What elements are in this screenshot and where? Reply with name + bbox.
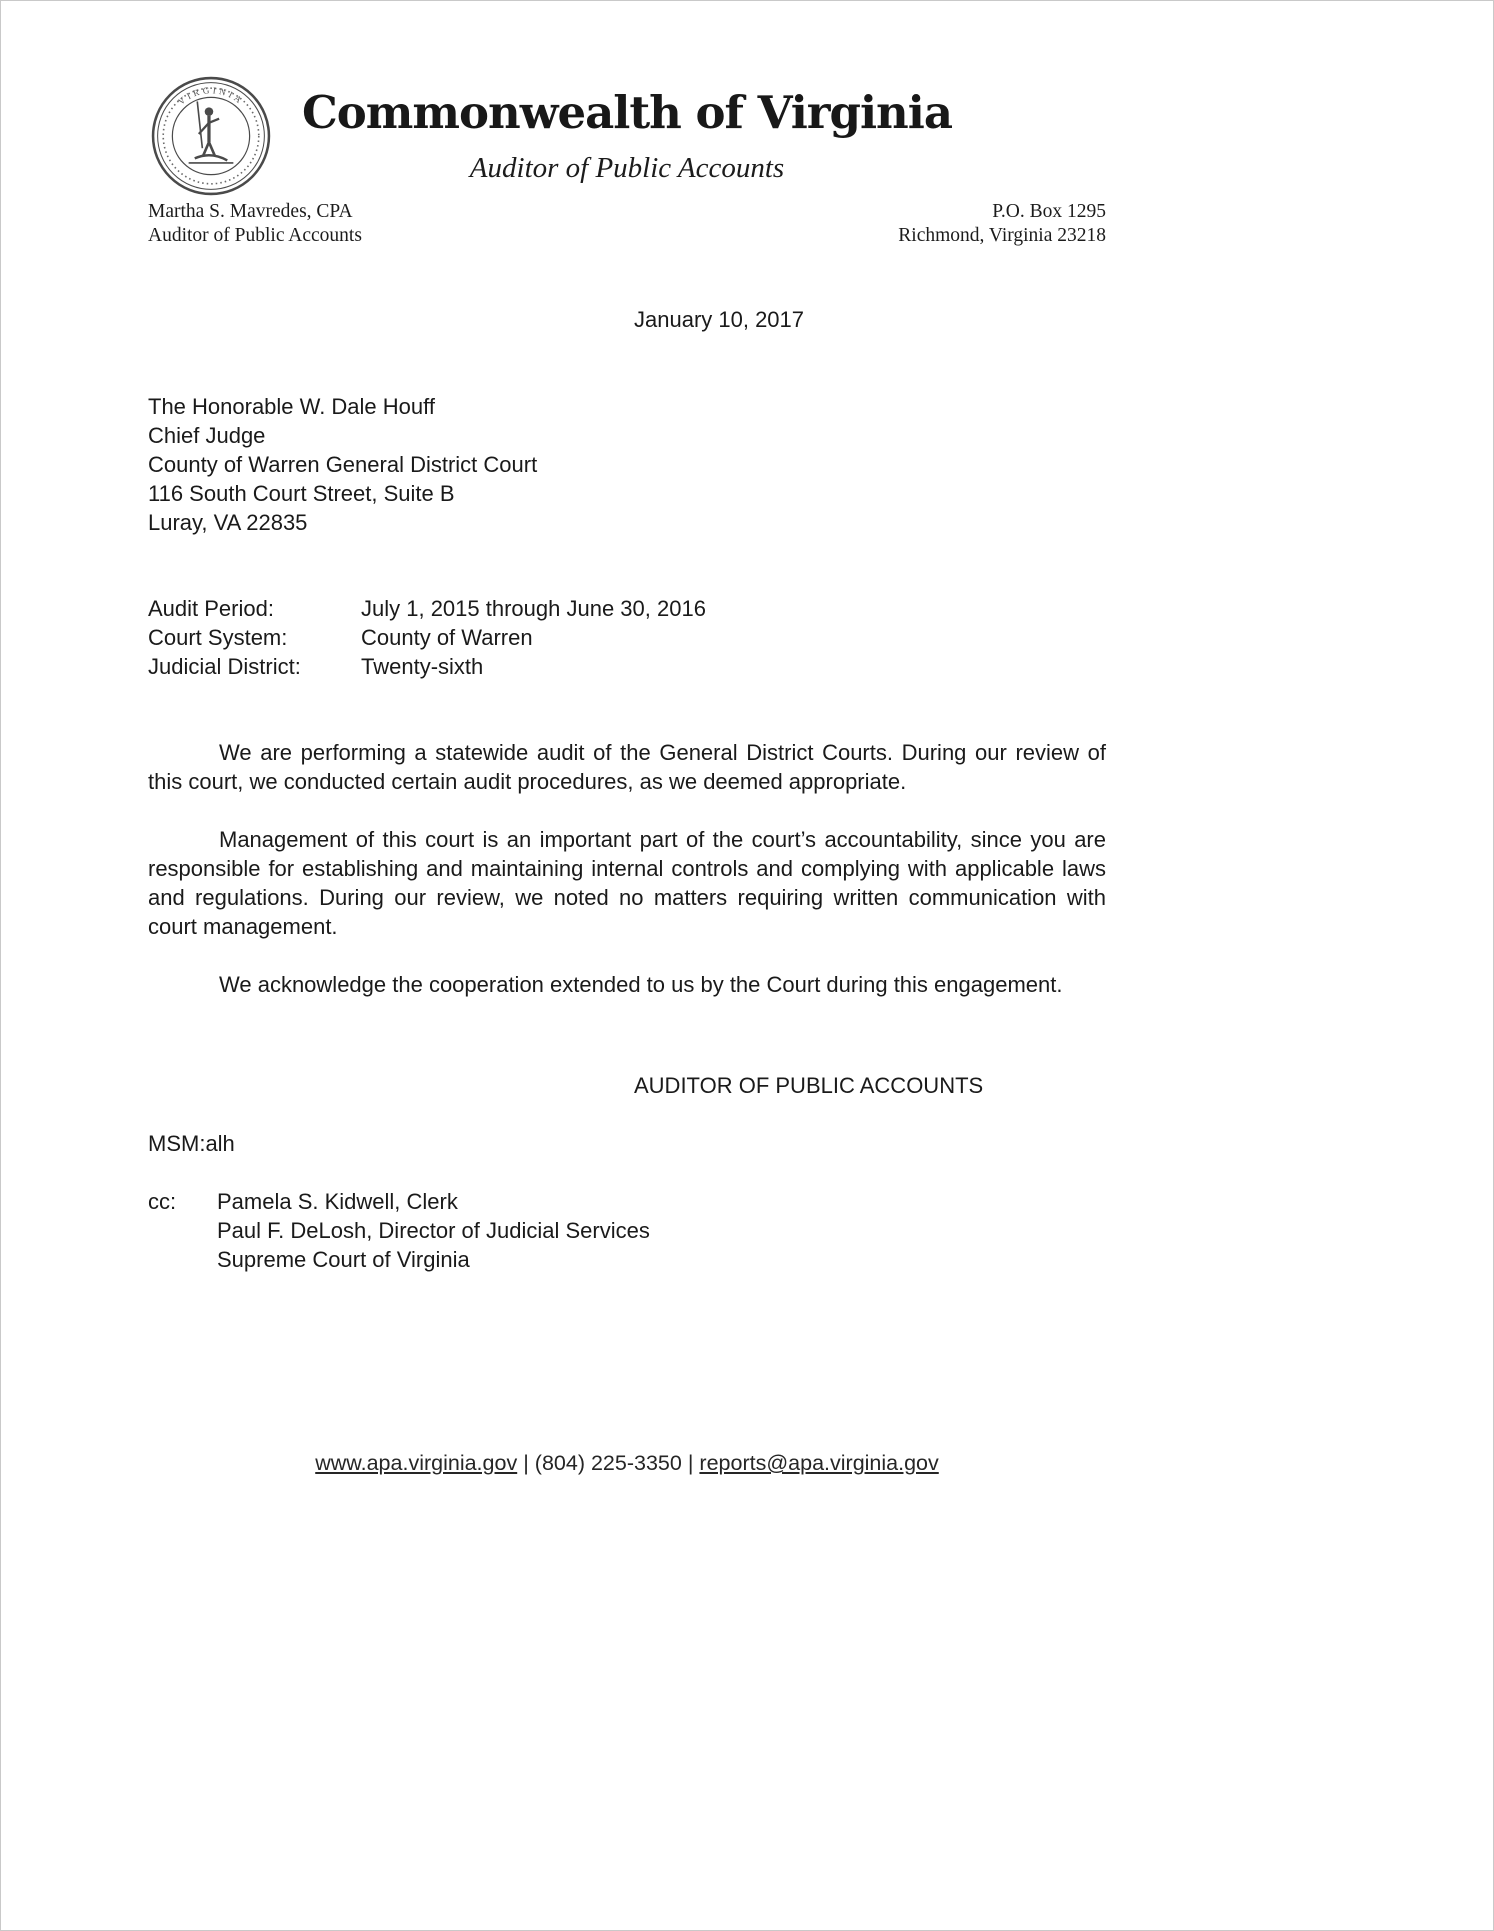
letterhead-title: Commonwealth of Virginia — [301, 86, 953, 139]
footer — [148, 1451, 1106, 1476]
recipient-court: County of Warren General District Court — [148, 451, 538, 477]
cc-block — [148, 1187, 1106, 1274]
cc-name-clerk: Pamela S. Kidwell, Clerk — [217, 1188, 458, 1214]
auditor-name: Martha S. Mavredes, CPA — [148, 200, 353, 222]
letterhead-subtitle: Auditor of Public Accounts — [469, 151, 785, 184]
cc-name-court: Supreme Court of Virginia — [217, 1246, 470, 1272]
court-system-row — [148, 623, 1106, 652]
letterhead — [148, 1, 1106, 248]
court-system-label: Court System: — [148, 624, 288, 650]
letterhead-info-row — [148, 200, 1106, 248]
body-paragraph-1: We are performing a statewide audit of the General District Courts. During our review of this court, we conducted certain audit procedures, as we deemed appropriate. — [148, 739, 1106, 794]
footer-website-link[interactable]: www.apa.virginia.gov — [315, 1451, 518, 1475]
recipient-block — [148, 392, 1106, 537]
cc-names — [217, 1187, 650, 1274]
body-paragraph-2: Management of this court is an important part of the court’s accountability, since you are responsible for establishing and maintaining internal controls and complying with applicable laws and regulations. During our review, we noted no matters requiring written communication with court management. — [148, 826, 1106, 939]
audit-period-row — [148, 594, 1106, 623]
judicial-district-row — [148, 652, 1106, 681]
audit-period-label: Audit Period: — [148, 595, 274, 621]
letter-content — [148, 1, 1106, 1274]
address-po-box: P.O. Box 1295 — [992, 200, 1106, 222]
cc-name-director: Paul F. DeLosh, Director of Judicial Services — [217, 1217, 650, 1243]
recipient-street: 116 South Court Street, Suite B — [148, 480, 455, 506]
reference-initials: MSM:alh — [148, 1130, 235, 1156]
audit-period-value: July 1, 2015 through June 30, 2016 — [361, 595, 706, 621]
body-paragraph-3: We acknowledge the cooperation extended to us by the Court during this engagement. — [219, 971, 1063, 997]
footer-phone: (804) 225-3350 — [534, 1451, 682, 1475]
recipient-title: Chief Judge — [148, 422, 266, 448]
judicial-district-value: Twenty-sixth — [361, 653, 484, 679]
footer-separator-1: | — [523, 1451, 529, 1475]
address-city-state-zip: Richmond, Virginia 23218 — [898, 224, 1106, 246]
footer-email-link[interactable]: reports@apa.virginia.gov — [699, 1451, 939, 1475]
judicial-district-label: Judicial District: — [148, 653, 301, 679]
cc-label: cc: — [148, 1188, 177, 1214]
seal-caption: VIRGINIA — [176, 85, 246, 107]
office-address — [898, 200, 1106, 248]
seal-figure — [189, 101, 234, 163]
audit-info-block — [148, 594, 1106, 681]
recipient-city-state-zip: Luray, VA 22835 — [148, 509, 308, 535]
signature-org-line: AUDITOR OF PUBLIC ACCOUNTS — [634, 1072, 984, 1098]
footer-separator-2: | — [687, 1451, 694, 1475]
recipient-name: The Honorable W. Dale Houff — [148, 393, 435, 419]
letter-date: January 10, 2017 — [634, 306, 805, 332]
court-system-value: County of Warren — [361, 624, 533, 650]
virginia-seal-icon — [150, 73, 272, 199]
auditor-identity — [148, 200, 362, 248]
auditor-title: Auditor of Public Accounts — [148, 224, 362, 246]
